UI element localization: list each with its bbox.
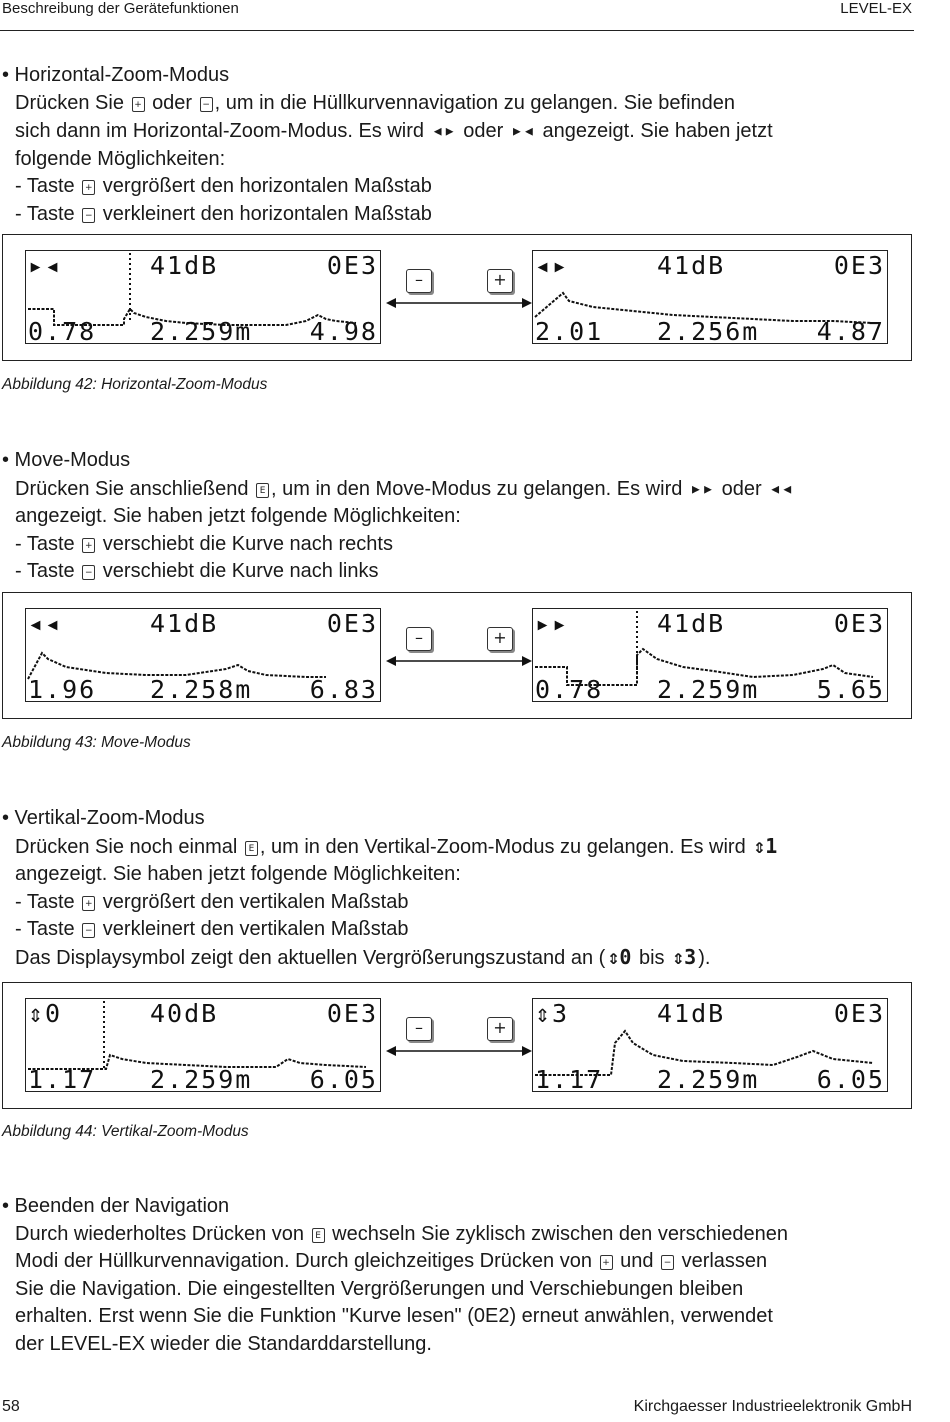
enter-key-icon: E: [245, 841, 258, 856]
paragraph-line: [2, 944, 779, 973]
text: sich dann im Horizontal-Zoom-Modus. Es wird: [15, 120, 425, 142]
paragraph-line: [2, 173, 773, 201]
text: , um in den Vertikal-Zoom-Modus zu gelangen. Es wird: [259, 835, 746, 858]
envelope-curve: [533, 999, 887, 1091]
double-arrow-icon: [386, 655, 532, 667]
vzoom-1-icon: ⇕1: [753, 833, 778, 858]
lcd-display-right: [532, 608, 888, 702]
lcd-display-right: [532, 250, 888, 344]
text: verkleinert den vertikalen Maßstab: [102, 918, 409, 940]
text: - Taste: [15, 560, 75, 582]
text: verschiebt die Kurve nach links: [102, 560, 379, 582]
paragraph-line: [2, 889, 779, 917]
paragraph-line: angezeigt. Sie haben jetzt folgende Möglichkeiten:: [15, 505, 461, 527]
minus-key-icon: −: [82, 923, 95, 938]
hzoom-out-icon: ▸◂: [510, 118, 535, 142]
display-start-value: 1.17: [28, 1065, 97, 1092]
display-start-value: 0.78: [535, 675, 604, 702]
paragraph-line: angezeigt. Sie haben jetzt folgende Möglichkeiten:: [15, 863, 461, 885]
hzoom-in-icon: ◂▸: [431, 118, 456, 142]
section-end-navigation: [2, 1193, 788, 1358]
text: Modi der Hüllkurvennavigation. Durch gleichzeitiges Drücken von: [15, 1250, 592, 1272]
plus-button-icon: +: [487, 1017, 513, 1041]
section-title: • Vertikal-Zoom-Modus: [2, 807, 205, 829]
text: - Taste: [15, 532, 75, 555]
figure-42: [2, 234, 912, 361]
display-code: 0E3: [833, 609, 885, 638]
plus-key-icon: +: [82, 538, 95, 553]
paragraph-line: [2, 1248, 788, 1276]
minus-key-icon: −: [82, 565, 95, 580]
plus-button-icon: +: [487, 627, 513, 651]
section-title: • Move-Modus: [2, 449, 131, 471]
lcd-display-left: [25, 998, 381, 1092]
text: oder: [152, 91, 193, 114]
display-code: 0E3: [326, 999, 378, 1028]
header-product: LEVEL-EX: [840, 0, 912, 17]
display-db-value: 40dB: [150, 999, 219, 1028]
envelope-curve: [26, 609, 380, 701]
paragraph-line: [2, 90, 773, 118]
text: verkleinert den horizontalen Maßstab: [102, 202, 432, 225]
vzoom-0-icon: ⇕0: [607, 944, 632, 969]
display-end-value: 6.05: [309, 1065, 378, 1092]
move-left-icon: ◂◂: [769, 475, 794, 500]
section-title: • Beenden der Navigation: [2, 1195, 230, 1217]
page-number: 58: [2, 1398, 20, 1415]
curve-line: [535, 293, 873, 323]
figure-caption: Abbildung 44: Vertikal-Zoom-Modus: [2, 1123, 249, 1140]
paragraph-line: der LEVEL-EX wieder die Standarddarstellung.: [15, 1332, 432, 1355]
text: oder: [721, 477, 762, 500]
text: und: [620, 1250, 654, 1272]
text: verlassen: [681, 1250, 768, 1272]
enter-key-icon: E: [312, 1228, 325, 1243]
minus-key-icon: −: [200, 97, 213, 112]
display-start-value: 0.78: [28, 317, 97, 344]
paragraph-line: erhalten. Erst wenn Sie die Funktion "Kurve lesen" (0E2) erneut anwählen, verwendet: [15, 1305, 773, 1327]
section-move: [2, 447, 795, 586]
lcd-display-left: [25, 250, 381, 344]
paragraph-line: [2, 531, 795, 559]
figure-caption: Abbildung 42: Horizontal-Zoom-Modus: [2, 376, 268, 393]
minus-key-icon: −: [661, 1255, 674, 1270]
display-code: 0E3: [326, 251, 378, 280]
display-mode-icon: ⇕0: [28, 999, 63, 1028]
minus-button-icon: –: [406, 1017, 432, 1041]
display-code: 0E3: [326, 609, 378, 638]
text: , um in die Hüllkurvennavigation zu gelangen. Sie befinden: [214, 91, 735, 114]
section-title: • Horizontal-Zoom-Modus: [2, 64, 230, 86]
text: wechseln Sie zyklisch zwischen den verschiedenen: [332, 1222, 788, 1245]
figure-43: [2, 592, 912, 719]
display-start-value: 1.96: [28, 675, 97, 702]
display-db-value: 41dB: [150, 609, 219, 638]
text: - Taste: [15, 202, 75, 225]
paragraph-line: [2, 833, 779, 862]
display-mid-value: 2.259m: [150, 1065, 253, 1092]
plus-button-icon: +: [487, 269, 513, 293]
envelope-curve: [533, 251, 887, 343]
figure-caption: Abbildung 43: Move-Modus: [2, 734, 191, 751]
plus-key-icon: +: [132, 97, 145, 112]
display-db-value: 41dB: [657, 251, 726, 280]
display-code: 0E3: [833, 251, 885, 280]
text: verschiebt die Kurve nach rechts: [102, 532, 393, 555]
display-mode-icon: ◂▸: [535, 251, 570, 280]
curve-line: [535, 649, 873, 685]
display-mode-icon: ◂◂: [28, 609, 63, 638]
display-end-value: 6.83: [309, 675, 378, 702]
header-title: Beschreibung der Gerätefunktionen: [2, 0, 239, 17]
display-start-value: 1.17: [535, 1065, 604, 1092]
paragraph-line: [2, 117, 773, 146]
paragraph-line: Sie die Navigation. Die eingestellten Vergrößerungen und Verschiebungen bleiben: [15, 1277, 744, 1300]
curve-line: [535, 1031, 873, 1075]
section-vertical-zoom: [2, 805, 779, 972]
double-arrow-icon: [386, 297, 532, 309]
display-mode-icon: ⇕3: [535, 999, 570, 1028]
text: - Taste: [15, 890, 75, 913]
text: vergrößert den vertikalen Maßstab: [102, 890, 409, 913]
curve-line: [28, 1055, 366, 1069]
display-mid-value: 2.256m: [657, 317, 760, 344]
display-end-value: 4.87: [816, 317, 885, 344]
paragraph-line: [2, 558, 795, 586]
display-db-value: 41dB: [150, 251, 219, 280]
display-mid-value: 2.259m: [150, 317, 253, 344]
minus-key-icon: −: [82, 208, 95, 223]
figure-44: [2, 982, 912, 1109]
footer-company: Kirchgaesser Industrieelektronik GmbH: [633, 1398, 912, 1415]
text: oder: [463, 120, 504, 142]
display-end-value: 6.05: [816, 1065, 885, 1092]
lcd-display-left: [25, 608, 381, 702]
display-mid-value: 2.258m: [150, 675, 253, 702]
text: Das Displaysymbol zeigt den aktuellen Vergrößerungszustand an (: [15, 946, 606, 969]
plus-key-icon: +: [600, 1255, 613, 1270]
paragraph-line: [2, 201, 773, 229]
text: ).: [698, 946, 711, 969]
display-mode-icon: ▸◂: [28, 251, 63, 280]
text: , um in den Move-Modus zu gelangen. Es wird: [271, 477, 683, 500]
plus-key-icon: +: [82, 896, 95, 911]
double-arrow-icon: [386, 1045, 532, 1057]
curve-line: [28, 309, 356, 325]
display-mode-icon: ▸▸: [535, 609, 570, 638]
plus-key-icon: +: [82, 180, 95, 195]
envelope-curve: [26, 251, 380, 343]
display-db-value: 41dB: [657, 999, 726, 1028]
text: - Taste: [15, 918, 75, 940]
text: Durch wiederholtes Drücken von: [15, 1222, 305, 1245]
display-db-value: 41dB: [657, 609, 726, 638]
page-header: [0, 0, 914, 31]
text: angezeigt. Sie haben jetzt: [542, 120, 773, 142]
text: Drücken Sie noch einmal: [15, 835, 238, 858]
section-horizontal-zoom: [2, 62, 773, 228]
paragraph-line: [2, 916, 779, 944]
display-end-value: 4.98: [309, 317, 378, 344]
display-mid-value: 2.259m: [657, 1065, 760, 1092]
text: Drücken Sie: [15, 91, 124, 114]
display-code: 0E3: [833, 999, 885, 1028]
envelope-curve: [533, 609, 887, 701]
text: Drücken Sie anschließend: [15, 477, 249, 500]
minus-button-icon: –: [406, 627, 432, 651]
paragraph-line: [2, 1221, 788, 1249]
minus-button-icon: –: [406, 269, 432, 293]
curve-line: [28, 653, 326, 679]
text: - Taste: [15, 175, 75, 197]
lcd-display-right: [532, 998, 888, 1092]
display-end-value: 5.65: [816, 675, 885, 702]
vzoom-3-icon: ⇕3: [672, 944, 697, 969]
text: vergrößert den horizontalen Maßstab: [102, 175, 432, 197]
text: bis: [638, 946, 665, 969]
paragraph-line: folgende Möglichkeiten:: [15, 147, 226, 170]
paragraph-line: [2, 475, 795, 504]
display-mid-value: 2.259m: [657, 675, 760, 702]
display-start-value: 2.01: [535, 317, 604, 344]
move-right-icon: ▸▸: [689, 475, 715, 500]
enter-key-icon: E: [256, 483, 269, 498]
envelope-curve: [26, 999, 380, 1091]
